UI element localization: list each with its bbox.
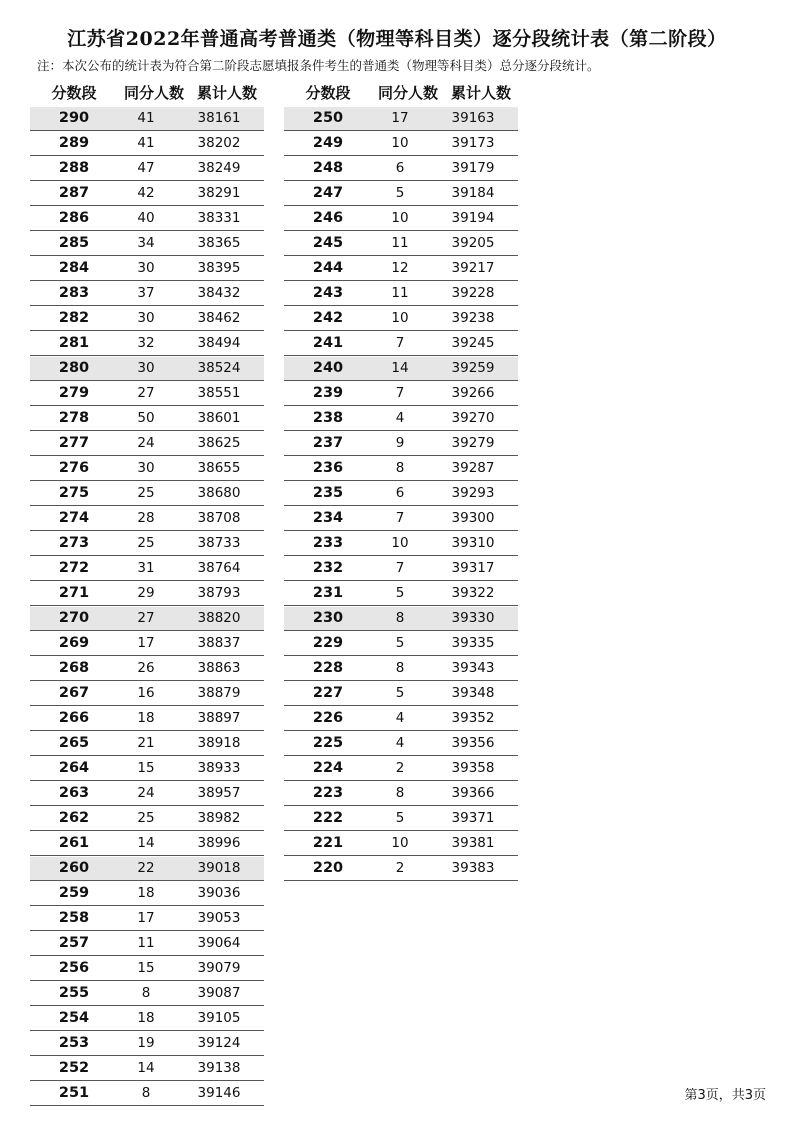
page-title: 江苏省2022年普通高考普通类（物理等科目类）逐分段统计表（第二阶段） (67, 28, 727, 50)
score-cell: 268 (58, 660, 90, 676)
cumulative-cell: 39036 (197, 885, 241, 901)
score-cell: 226 (312, 710, 344, 726)
same-count-cell: 27 (137, 385, 155, 401)
same-count-cell: 41 (137, 110, 155, 126)
same-count-cell: 2 (395, 860, 405, 876)
same-count-cell: 26 (137, 660, 155, 676)
same-count-cell: 34 (137, 235, 155, 251)
score-cell: 229 (312, 635, 344, 651)
score-cell: 241 (312, 335, 344, 351)
table-row (30, 732, 264, 756)
same-count-cell: 21 (137, 735, 155, 751)
cumulative-cell: 38432 (197, 285, 241, 301)
table-row (30, 507, 264, 531)
same-count-cell: 40 (137, 210, 155, 226)
same-count-cell: 8 (395, 460, 405, 476)
same-count-cell: 32 (137, 335, 155, 351)
score-cell: 288 (58, 160, 90, 176)
table-row (30, 557, 264, 581)
score-cell: 255 (58, 985, 90, 1001)
cumulative-cell: 39228 (451, 285, 495, 301)
same-count-cell: 15 (137, 760, 155, 776)
table-row (284, 232, 518, 256)
score-cell: 232 (312, 560, 344, 576)
cumulative-cell: 38249 (197, 160, 241, 176)
cumulative-cell: 38202 (197, 135, 241, 151)
cumulative-cell: 39343 (451, 660, 495, 676)
score-cell: 230 (312, 610, 344, 626)
same-count-cell: 8 (141, 985, 151, 1001)
score-cell: 250 (312, 110, 344, 126)
cumulative-cell: 39335 (451, 635, 495, 651)
same-count-cell: 4 (395, 735, 405, 751)
score-cell: 235 (312, 485, 344, 501)
table-row (30, 107, 264, 131)
cumulative-cell: 38918 (197, 735, 241, 751)
same-count-cell: 30 (137, 260, 155, 276)
score-cell: 256 (58, 960, 90, 976)
score-cell: 224 (312, 760, 344, 776)
header-cumulative: 累计人数 (196, 84, 257, 102)
table-row (284, 557, 518, 581)
cumulative-cell: 38708 (197, 510, 241, 526)
cumulative-cell: 39245 (451, 335, 495, 351)
cumulative-cell: 39352 (451, 710, 495, 726)
table-row (284, 357, 518, 381)
same-count-cell: 24 (137, 435, 155, 451)
table-row (284, 507, 518, 531)
same-count-cell: 25 (137, 535, 155, 551)
same-count-cell: 8 (141, 1085, 151, 1101)
cumulative-cell: 39330 (451, 610, 495, 626)
cumulative-cell: 39322 (451, 585, 495, 601)
score-cell: 282 (58, 310, 90, 326)
cumulative-cell: 39348 (451, 685, 495, 701)
header-cumulative: 累计人数 (450, 84, 511, 102)
same-count-cell: 8 (395, 610, 405, 626)
cumulative-cell: 38820 (197, 610, 241, 626)
header-score: 分数段 (51, 84, 97, 102)
score-cell: 247 (312, 185, 344, 201)
table-row (284, 732, 518, 756)
same-count-cell: 30 (137, 460, 155, 476)
score-cell: 220 (312, 860, 344, 876)
score-cell: 245 (312, 235, 344, 251)
score-cell: 272 (58, 560, 90, 576)
cumulative-cell: 38793 (197, 585, 241, 601)
cumulative-cell: 39064 (197, 935, 241, 951)
table-row (284, 757, 518, 781)
score-cell: 265 (58, 735, 90, 751)
same-count-cell: 15 (137, 960, 155, 976)
table-row (30, 807, 264, 831)
table-row (284, 282, 518, 306)
score-cell: 244 (312, 260, 344, 276)
score-cell: 278 (58, 410, 90, 426)
cumulative-cell: 38764 (197, 560, 241, 576)
same-count-cell: 9 (395, 435, 405, 451)
table-row (284, 632, 518, 656)
cumulative-cell: 38733 (197, 535, 241, 551)
cumulative-cell: 39184 (451, 185, 495, 201)
table-row (284, 157, 518, 181)
table-row (284, 832, 518, 856)
same-count-cell: 10 (391, 835, 409, 851)
table-row (284, 207, 518, 231)
same-count-cell: 14 (137, 1060, 155, 1076)
same-count-cell: 12 (391, 260, 409, 276)
table-row (30, 882, 264, 906)
same-count-cell: 30 (137, 310, 155, 326)
same-count-cell: 5 (395, 685, 405, 701)
score-cell: 273 (58, 535, 90, 551)
cumulative-cell: 39105 (197, 1010, 241, 1026)
table-row (284, 257, 518, 281)
cumulative-cell: 38863 (197, 660, 241, 676)
cumulative-cell: 39381 (451, 835, 495, 851)
cumulative-cell: 38395 (197, 260, 241, 276)
cumulative-cell: 39383 (451, 860, 495, 876)
table-row (30, 232, 264, 256)
table-row (284, 432, 518, 456)
same-count-cell: 7 (395, 385, 405, 401)
score-cell: 251 (58, 1085, 90, 1101)
cumulative-cell: 38462 (197, 310, 241, 326)
table-rows (284, 107, 518, 881)
cumulative-cell: 38161 (197, 110, 241, 126)
score-cell: 249 (312, 135, 344, 151)
same-count-cell: 4 (395, 410, 405, 426)
cumulative-cell: 39259 (451, 360, 495, 376)
cumulative-cell: 39310 (451, 535, 495, 551)
table-header (30, 80, 264, 107)
cumulative-cell: 39358 (451, 760, 495, 776)
same-count-cell: 10 (391, 210, 409, 226)
same-count-cell: 14 (137, 835, 155, 851)
score-cell: 221 (312, 835, 344, 851)
score-table-right (284, 80, 518, 882)
cumulative-cell: 39053 (197, 910, 241, 926)
same-count-cell: 37 (137, 285, 155, 301)
cumulative-cell: 39124 (197, 1035, 241, 1051)
cumulative-cell: 39317 (451, 560, 495, 576)
table-rows (30, 107, 264, 1106)
same-count-cell: 47 (137, 160, 155, 176)
table-row (30, 757, 264, 781)
cumulative-cell: 39087 (197, 985, 241, 1001)
header-same-count: 同分人数 (377, 84, 438, 102)
table-row (284, 382, 518, 406)
table-row (30, 857, 264, 881)
cumulative-cell: 39217 (451, 260, 495, 276)
same-count-cell: 2 (395, 760, 405, 776)
score-table-left (30, 80, 264, 1107)
table-row (284, 782, 518, 806)
score-cell: 280 (58, 360, 90, 376)
score-cell: 227 (312, 685, 344, 701)
same-count-cell: 41 (137, 135, 155, 151)
score-cell: 285 (58, 235, 90, 251)
score-cell: 261 (58, 835, 90, 851)
score-cell: 290 (58, 110, 90, 126)
score-cell: 283 (58, 285, 90, 301)
cumulative-cell: 38897 (197, 710, 241, 726)
table-row (284, 607, 518, 631)
same-count-cell: 19 (137, 1035, 155, 1051)
score-cell: 264 (58, 760, 90, 776)
score-cell: 260 (58, 860, 90, 876)
cumulative-cell: 38957 (197, 785, 241, 801)
same-count-cell: 14 (391, 360, 409, 376)
same-count-cell: 7 (395, 510, 405, 526)
same-count-cell: 16 (137, 685, 155, 701)
same-count-cell: 5 (395, 585, 405, 601)
cumulative-cell: 38655 (197, 460, 241, 476)
table-row (284, 532, 518, 556)
table-row (30, 257, 264, 281)
cumulative-cell: 39300 (451, 510, 495, 526)
score-cell: 238 (312, 410, 344, 426)
table-row (30, 707, 264, 731)
same-count-cell: 4 (395, 710, 405, 726)
same-count-cell: 18 (137, 885, 155, 901)
same-count-cell: 24 (137, 785, 155, 801)
table-row (30, 682, 264, 706)
cumulative-cell: 38933 (197, 760, 241, 776)
cumulative-cell: 38524 (197, 360, 241, 376)
score-cell: 276 (58, 460, 90, 476)
header-score: 分数段 (305, 84, 351, 102)
score-cell: 257 (58, 935, 90, 951)
table-row (284, 582, 518, 606)
same-count-cell: 18 (137, 1010, 155, 1026)
score-cell: 284 (58, 260, 90, 276)
table-row (30, 132, 264, 156)
cumulative-cell: 39238 (451, 310, 495, 326)
same-count-cell: 10 (391, 135, 409, 151)
table-row (284, 182, 518, 206)
table-row (30, 457, 264, 481)
cumulative-cell: 38879 (197, 685, 241, 701)
score-cell: 289 (58, 135, 90, 151)
score-cell: 266 (58, 710, 90, 726)
cumulative-cell: 39179 (451, 160, 495, 176)
same-count-cell: 50 (137, 410, 155, 426)
same-count-cell: 11 (137, 935, 155, 951)
same-count-cell: 11 (391, 235, 409, 251)
same-count-cell: 7 (395, 560, 405, 576)
cumulative-cell: 39266 (451, 385, 495, 401)
cumulative-cell: 38996 (197, 835, 241, 851)
score-cell: 254 (58, 1010, 90, 1026)
score-cell: 279 (58, 385, 90, 401)
same-count-cell: 17 (137, 910, 155, 926)
score-cell: 237 (312, 435, 344, 451)
cumulative-cell: 39146 (197, 1085, 241, 1101)
table-row (284, 332, 518, 356)
cumulative-cell: 38365 (197, 235, 241, 251)
cumulative-cell: 38982 (197, 810, 241, 826)
score-cell: 248 (312, 160, 344, 176)
score-cell: 239 (312, 385, 344, 401)
score-cell: 240 (312, 360, 344, 376)
same-count-cell: 8 (395, 660, 405, 676)
table-row (284, 657, 518, 681)
same-count-cell: 10 (391, 310, 409, 326)
score-cell: 263 (58, 785, 90, 801)
score-cell: 262 (58, 810, 90, 826)
cumulative-cell: 39079 (197, 960, 241, 976)
table-row (30, 282, 264, 306)
cumulative-cell: 39366 (451, 785, 495, 801)
score-cell: 222 (312, 810, 344, 826)
header-same-count: 同分人数 (123, 84, 184, 102)
page-number: 第3页，共3页 (684, 1088, 766, 1103)
same-count-cell: 7 (395, 335, 405, 351)
score-cell: 234 (312, 510, 344, 526)
score-cell: 233 (312, 535, 344, 551)
cumulative-cell: 38291 (197, 185, 241, 201)
same-count-cell: 25 (137, 485, 155, 501)
same-count-cell: 6 (395, 485, 405, 501)
table-row (30, 982, 264, 1006)
same-count-cell: 5 (395, 635, 405, 651)
score-cell: 236 (312, 460, 344, 476)
same-count-cell: 18 (137, 710, 155, 726)
table-row (284, 107, 518, 131)
same-count-cell: 27 (137, 610, 155, 626)
cumulative-cell: 39163 (451, 110, 495, 126)
table-row (30, 832, 264, 856)
same-count-cell: 30 (137, 360, 155, 376)
score-cell: 270 (58, 610, 90, 626)
table-row (284, 482, 518, 506)
cumulative-cell: 39138 (197, 1060, 241, 1076)
table-note: 注：本次公布的统计表为符合第二阶段志愿填报条件考生的普通类（物理等科目类）总分逐分段统计。 (37, 58, 600, 73)
table-row (30, 432, 264, 456)
score-cell: 267 (58, 685, 90, 701)
table-row (284, 407, 518, 431)
cumulative-cell: 39356 (451, 735, 495, 751)
cumulative-cell: 39173 (451, 135, 495, 151)
table-row (30, 357, 264, 381)
score-cell: 228 (312, 660, 344, 676)
same-count-cell: 17 (391, 110, 409, 126)
cumulative-cell: 39018 (197, 860, 241, 876)
table-row (30, 657, 264, 681)
table-row (30, 307, 264, 331)
table-row (30, 382, 264, 406)
score-cell: 246 (312, 210, 344, 226)
score-cell: 243 (312, 285, 344, 301)
score-cell: 223 (312, 785, 344, 801)
score-cell: 287 (58, 185, 90, 201)
table-row (30, 932, 264, 956)
score-cell: 281 (58, 335, 90, 351)
score-cell: 242 (312, 310, 344, 326)
table-row (284, 807, 518, 831)
cumulative-cell: 39194 (451, 210, 495, 226)
table-row (30, 332, 264, 356)
table-row (30, 157, 264, 181)
score-cell: 286 (58, 210, 90, 226)
score-cell: 258 (58, 910, 90, 926)
score-cell: 269 (58, 635, 90, 651)
table-row (284, 857, 518, 881)
same-count-cell: 42 (137, 185, 155, 201)
table-row (30, 1007, 264, 1031)
cumulative-cell: 39293 (451, 485, 495, 501)
cumulative-cell: 39371 (451, 810, 495, 826)
table-header (284, 80, 518, 107)
cumulative-cell: 39287 (451, 460, 495, 476)
same-count-cell: 10 (391, 535, 409, 551)
same-count-cell: 22 (137, 860, 155, 876)
cumulative-cell: 38837 (197, 635, 241, 651)
score-cell: 225 (312, 735, 344, 751)
table-row (30, 1057, 264, 1081)
score-cell: 271 (58, 585, 90, 601)
score-cell: 231 (312, 585, 344, 601)
same-count-cell: 29 (137, 585, 155, 601)
score-cell: 275 (58, 485, 90, 501)
table-row (284, 132, 518, 156)
same-count-cell: 11 (391, 285, 409, 301)
table-row (284, 457, 518, 481)
table-row (30, 957, 264, 981)
table-row (30, 907, 264, 931)
same-count-cell: 17 (137, 635, 155, 651)
cumulative-cell: 38680 (197, 485, 241, 501)
score-cell: 253 (58, 1035, 90, 1051)
same-count-cell: 5 (395, 810, 405, 826)
same-count-cell: 25 (137, 810, 155, 826)
table-row (30, 582, 264, 606)
cumulative-cell: 38625 (197, 435, 241, 451)
table-row (30, 182, 264, 206)
same-count-cell: 8 (395, 785, 405, 801)
cumulative-cell: 39279 (451, 435, 495, 451)
same-count-cell: 28 (137, 510, 155, 526)
cumulative-cell: 39205 (451, 235, 495, 251)
same-count-cell: 31 (137, 560, 155, 576)
cumulative-cell: 39270 (451, 410, 495, 426)
cumulative-cell: 38551 (197, 385, 241, 401)
score-cell: 259 (58, 885, 90, 901)
cumulative-cell: 38331 (197, 210, 241, 226)
table-row (30, 1032, 264, 1056)
table-row (30, 782, 264, 806)
score-cell: 277 (58, 435, 90, 451)
score-cell: 274 (58, 510, 90, 526)
table-row (30, 1082, 264, 1106)
table-row (30, 482, 264, 506)
table-row (30, 407, 264, 431)
table-row (30, 532, 264, 556)
table-row (30, 607, 264, 631)
cumulative-cell: 38601 (197, 410, 241, 426)
cumulative-cell: 38494 (197, 335, 241, 351)
same-count-cell: 6 (395, 160, 405, 176)
table-row (30, 632, 264, 656)
same-count-cell: 5 (395, 185, 405, 201)
score-cell: 252 (58, 1060, 90, 1076)
table-row (284, 707, 518, 731)
table-row (284, 682, 518, 706)
table-row (30, 207, 264, 231)
table-row (284, 307, 518, 331)
